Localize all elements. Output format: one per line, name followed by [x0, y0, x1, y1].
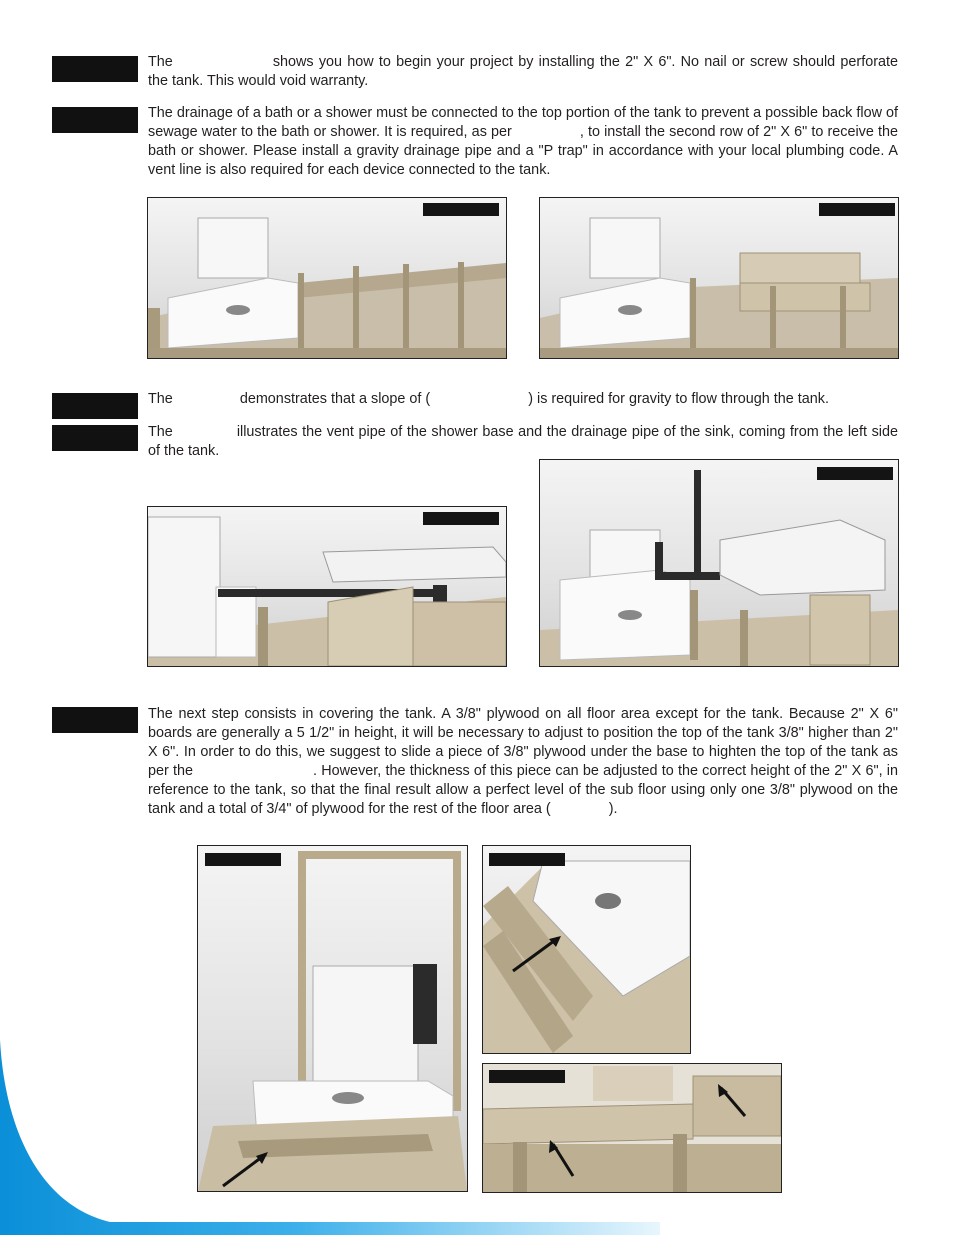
step-tab-2 — [52, 107, 138, 133]
p1-lead: The — [148, 54, 173, 70]
photo-second-row-framing — [539, 197, 899, 359]
p5-text-2: . However, the thickness of this piece can be adjusted to the correct height of the 2" X 6", in reference to the tank, so that the final result allow a perfect level of the sub floor using only one 3/8" plywood on the tank and a total of 3/4" of plywood for the rest of the floor area ( — [148, 763, 898, 817]
p5-text-3: ). — [608, 801, 618, 817]
paragraph-5 — [148, 705, 898, 819]
figure-tag-g — [489, 1070, 565, 1083]
p3-lead: The — [148, 391, 173, 407]
photo-tank-with-plywood-base — [197, 845, 468, 1192]
step-tab-3 — [52, 393, 138, 419]
p4-lead: The — [148, 424, 173, 440]
p4-text: illustrates the vent pipe of the shower base and the drainage pipe of the sink, coming from the left side of the tank. — [148, 424, 898, 459]
photo-tank-framing — [147, 197, 507, 359]
photo-vent-and-sink-drain — [539, 459, 899, 667]
step-tab-1 — [52, 56, 138, 82]
figure-tag-d — [817, 467, 893, 480]
paragraph-2 — [148, 104, 898, 180]
figure-tag-c — [423, 512, 499, 525]
figure-tag-f — [489, 853, 565, 866]
p2-text-1: The drainage of a bath or a shower must be connected to the top portion of the tank to prevent a possible back flow of sewage water to the bath or shower. It is required, as per — [148, 105, 898, 140]
p5-text-1: The next step consists in covering the tank. A 3/8" plywood on all floor area except for the tank. Because 2" X 6" boards are generally a 5 1/2" in height, it will be necessary to adjust to position the top of the tank 3/8" higher than 2" X 6". In order to do this, we suggest to slide a piece of 3/8" plywood under the base to highten the top of the tank as per the — [148, 706, 898, 779]
photo-plywood-under-base — [482, 845, 691, 1054]
step-tab-5 — [52, 707, 138, 733]
photo-subfloor-level — [482, 1063, 782, 1193]
p1-text: shows you how to begin your project by installing the 2" X 6". No nail or screw should perforate the tank. This would void warranty. — [148, 54, 898, 89]
figure-tag-b — [819, 203, 895, 216]
paragraph-4 — [148, 423, 898, 461]
step-tab-4 — [52, 425, 138, 451]
figure-tag-a — [423, 203, 499, 216]
paragraph-3 — [148, 390, 898, 409]
p2-text-2: , to install the second row of 2" X 6" to receive the bath or shower. Please install a gravity drainage pipe and a "P trap" in accordance with your local plumbing code. A vent line is also required for each device connected to the tank. — [148, 124, 899, 178]
photo-drain-pipe-slope — [147, 506, 507, 667]
figure-tag-e — [205, 853, 281, 866]
p3-text-1: demonstrates that a slope of ( — [239, 391, 431, 407]
paragraph-1 — [148, 53, 898, 91]
p3-text-2: ) is required for gravity to flow through the tank. — [528, 391, 829, 407]
